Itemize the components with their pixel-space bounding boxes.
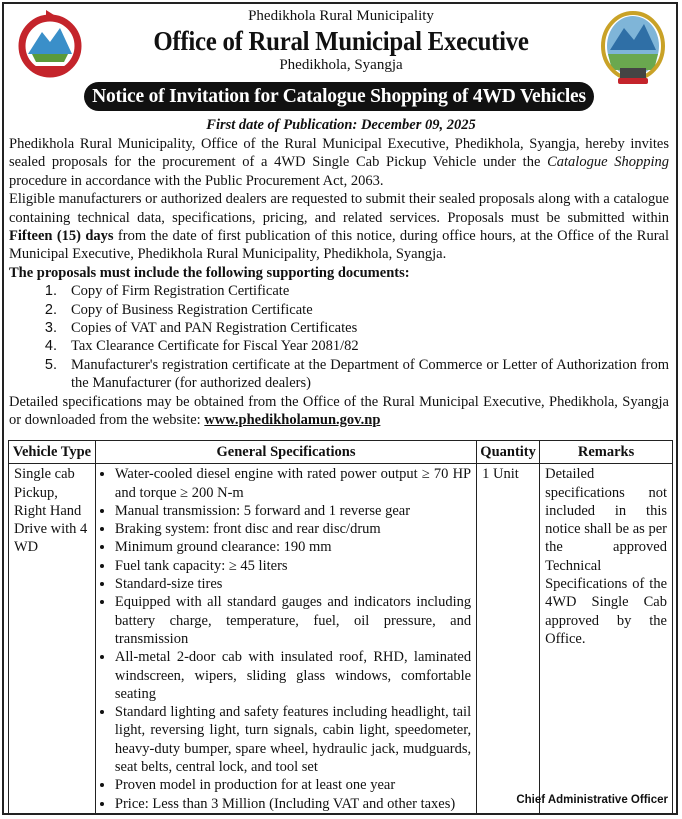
- specifications-table: [8, 440, 673, 815]
- quantity-cell: 1 Unit: [477, 464, 540, 815]
- specs-note: Detailed specifications may be obtained from the Office of the Rural Municipal Executive, Phedikhola, Syangja or downloaded from the website: www.phedikholamun.gov.np: [9, 393, 669, 429]
- list-item: 4. Tax Clearance Certificate for Fiscal Year 2081/82: [61, 337, 669, 355]
- vehicle-type-cell: Single cab Pickup, Right Hand Drive with 4 WD: [9, 464, 96, 815]
- signatory: Chief Administrative Officer: [516, 794, 668, 806]
- list-item: • Manual transmission: 5 forward and 1 reverse gear: [115, 502, 471, 520]
- specifications-cell: [95, 464, 476, 815]
- office-title: Office of Rural Municipal Executive: [153, 26, 529, 56]
- table-row: [9, 464, 673, 815]
- header-quantity: Quantity: [477, 441, 540, 464]
- list-item: • Braking system: front disc and rear disc/drum: [115, 520, 471, 538]
- documents-list: [9, 282, 669, 392]
- intro-paragraph: Phedikhola Rural Municipality, Office of the Rural Municipal Executive, Phedikhola, Syangja, hereby invites sealed proposals for the procurement of a 4WD Single Cab Pickup Vehicle under the Catalogue Shopping procedure in accordance with the Public Procurement Act, 2063.: [9, 136, 669, 189]
- list-item: • Price: Less than 3 Million (Including VAT and other taxes): [115, 795, 471, 813]
- list-item: • Proven model in production for at least one year: [115, 776, 471, 794]
- remarks-cell: Detailed specifications not included in this notice shall be as per the approved Technical Specifications of the 4WD Single Cab approved by the Office.: [540, 464, 673, 815]
- list-item: • Standard lighting and safety features including headlight, tail light, reversing light, turn signals, cabin light, speedometer, heavy-duty bumper, spare wheel, hydraulic jack, mudguards, seat belts, central lock, and tool set: [115, 703, 471, 776]
- header-general-specifications: General Specifications: [95, 441, 476, 464]
- website-link[interactable]: www.phedikholamun.gov.np: [204, 412, 381, 429]
- list-item: • Minimum ground clearance: 190 mm: [115, 538, 471, 556]
- list-item: • Equipped with all standard gauges and indicators including battery charge, temperature, fuel, oil pressure, and transmission: [115, 593, 471, 648]
- list-item: 1. Copy of Firm Registration Certificate: [61, 282, 669, 300]
- office-location: Phedikhola, Syangja: [279, 57, 403, 73]
- submission-paragraph: Eligible manufacturers or authorized dealers are requested to submit their sealed proposals along with a catalogue containing technical data, specifications, pricing, and related services. Proposals must be submitted within Fifteen (15) days from the date of first publication of this notice, during office hours, at the Office of the Rural Municipal Executive, Phedikhola Rural Municipality, Phedikhola, Syangja.: [9, 191, 669, 263]
- table-header-row: [9, 441, 673, 464]
- list-item: • All-metal 2-door cab with insulated roof, RHD, laminated windscreen, wipers, sliding glass windows, comfortable seating: [115, 648, 471, 703]
- notice-title: Notice of Invitation for Catalogue Shopping of 4WD Vehicles: [84, 82, 594, 111]
- header-vehicle-type: Vehicle Type: [9, 441, 96, 464]
- list-item: 5. Manufacturer's registration certificate at the Department of Commerce or Letter of Authorization from the Manufacturer (for authorized dealers): [61, 356, 669, 393]
- municipality-name: Phedikhola Rural Municipality: [248, 8, 434, 24]
- publication-date: First date of Publication: December 09, 2025: [206, 117, 476, 133]
- list-item: • Water-cooled diesel engine with rated power output ≥ 70 HP and torque ≥ 200 N-m: [115, 465, 471, 502]
- notice-body: [9, 135, 669, 430]
- list-item: • Fuel tank capacity: ≥ 45 liters: [115, 557, 471, 575]
- header-remarks: Remarks: [540, 441, 673, 464]
- list-item: 2. Copy of Business Registration Certificate: [61, 301, 669, 319]
- list-item: 3. Copies of VAT and PAN Registration Certificates: [61, 319, 669, 337]
- list-item: • Standard-size tires: [115, 575, 471, 593]
- documents-heading: The proposals must include the following supporting documents:: [9, 264, 410, 281]
